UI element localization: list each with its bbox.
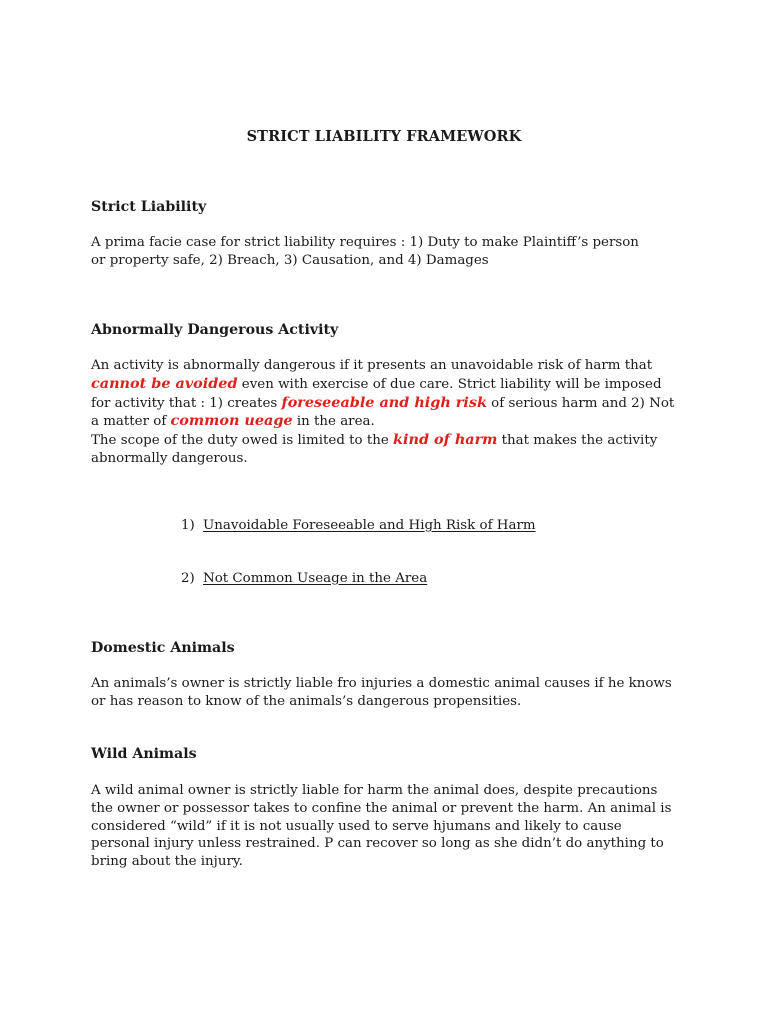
heading-wild-animals: Wild Animals [91, 746, 197, 762]
list-item [181, 570, 427, 588]
heading-strict-liability: Strict Liability [91, 199, 207, 215]
text-segment: in the area. [292, 414, 375, 430]
list-text: Not Common Useage in the Area [203, 571, 428, 586]
text-segment: of serious harm and 2) Not a matter of [91, 395, 675, 430]
paragraph-text [91, 431, 681, 468]
paragraph-wild-animals [91, 782, 676, 871]
emphasis-kind-of-harm: kind of harm [393, 431, 498, 449]
list-text: Unavoidable Foreseeable and High Risk of Harm [203, 518, 536, 533]
paragraph-text: An animals’s owner is strictly liable fro injuries a domestic animal causes if he knows or has reason to know of the animals’s dangerous propensities. [91, 676, 672, 709]
text-segment: The scope of the duty owed is limited to the [91, 433, 394, 449]
heading-abnormally-dangerous: Abnormally Dangerous Activity [91, 322, 339, 338]
emphasis-cannot-be-avoided: cannot be avoided [91, 374, 238, 392]
paragraph-abnormally-dangerous [91, 357, 681, 468]
list-number: 2) [181, 571, 195, 586]
page-title: STRICT LIABILITY FRAMEWORK [246, 128, 522, 145]
paragraph-domestic-animals [91, 675, 681, 711]
emphasis-foreseeable-high-risk: foreseeable and high risk [281, 393, 487, 411]
paragraph-text [91, 357, 681, 431]
paragraph-text: A wild animal owner is strictly liable for harm the animal does, despite precautions the owner or possessor takes to confine the animal or prevent the harm. An animal is considered “wild” if it is not usually used to serve hjumans and likely to cause personal injury unless restrained. P can recover so long as she didn’t do anything to bring about the injury. [91, 783, 672, 870]
heading-domestic-animals: Domestic Animals [91, 640, 235, 656]
text-segment: even with exercise of due care. Strict liability will be imposed for activity that : 1) creates [91, 376, 662, 411]
list-number: 1) [181, 518, 195, 533]
text-segment: An activity is abnormally dangerous if it presents an unavoidable risk of harm that [91, 358, 653, 373]
paragraph-text: A prima facie case for strict liability requires : 1) Duty to make Plaintiff’s person or property safe, 2) Breach, 3) Causation, and 4) Damages [91, 235, 639, 268]
list-item [181, 517, 536, 535]
paragraph-strict-liability [91, 234, 651, 270]
text-segment: that makes the activity abnormally dangerous. [91, 433, 658, 466]
emphasis-common-ueage: common ueage [170, 412, 293, 430]
